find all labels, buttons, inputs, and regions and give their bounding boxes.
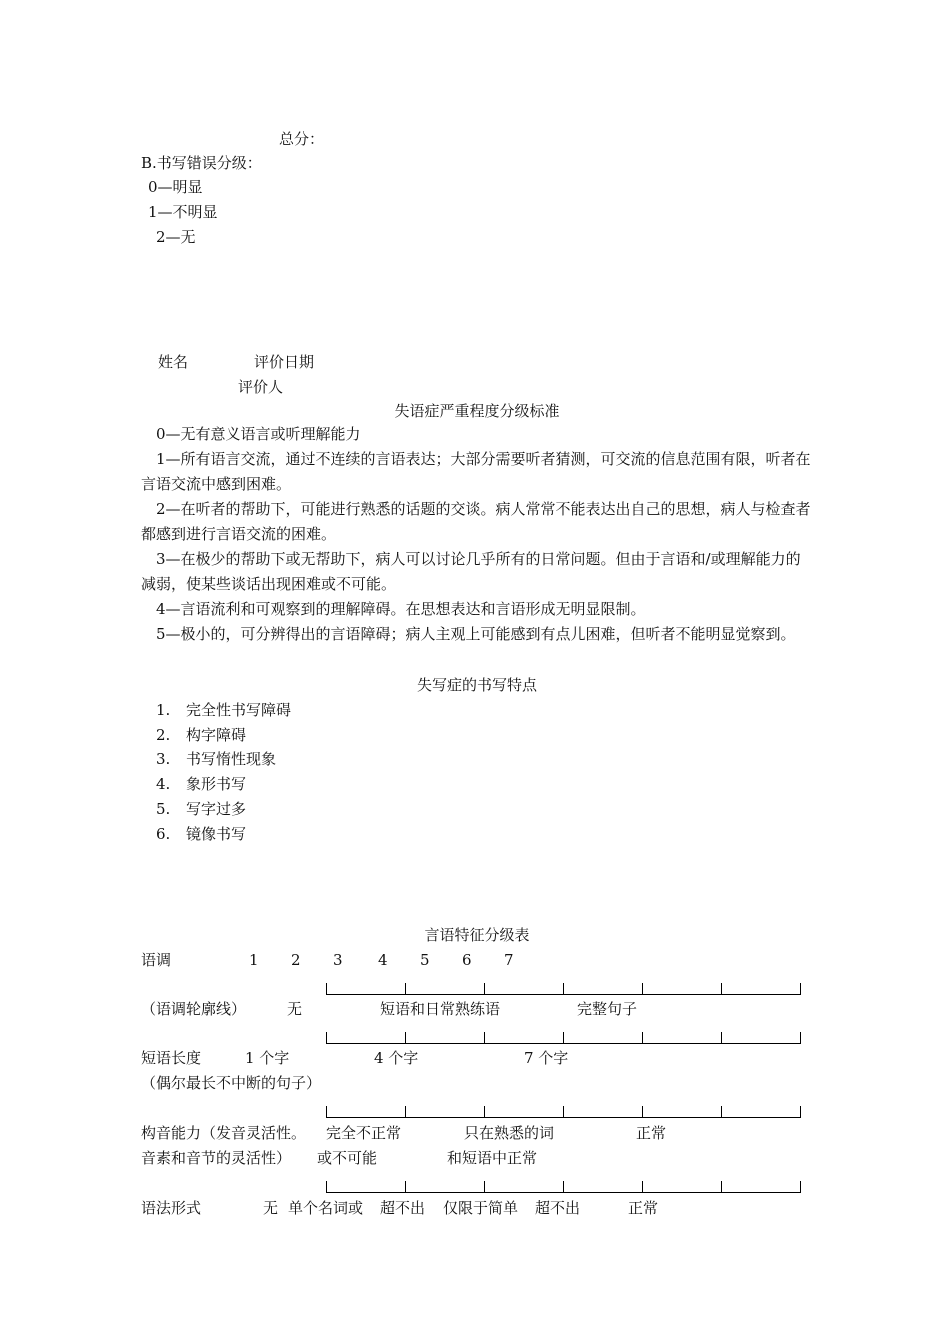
scale-number: 1 xyxy=(249,951,259,969)
writing-error-level-2: 2—无 xyxy=(156,228,196,246)
scale-number: 6 xyxy=(462,951,472,969)
articulation-label: 构音能力（发音灵活性。 xyxy=(141,1124,307,1142)
phrase-length-1: 1 个字 xyxy=(245,1049,290,1067)
articulation-phrase: 和短语中正常 xyxy=(447,1149,538,1167)
list-item-number: 2. xyxy=(156,726,171,744)
scale-number: 4 xyxy=(378,951,388,969)
intonation-full: 完整句子 xyxy=(577,1000,638,1018)
grammar-simple: 仅限于简单 xyxy=(443,1199,519,1217)
phrase-length-label: 短语长度 xyxy=(141,1049,202,1067)
writing-error-level-0: 0—明显 xyxy=(148,178,203,196)
rating-scale-line xyxy=(326,1032,801,1044)
grammar-normal: 正常 xyxy=(628,1199,659,1217)
grammar-label: 语法形式 xyxy=(141,1199,202,1217)
articulation-impossible: 或不可能 xyxy=(317,1149,378,1167)
aphasia-level-2: 2—在听者的帮助下，可能进行熟悉的话题的交谈。病人常常不能表达出自己的思想，病人与检查者都感到进行言语交流的困难。 xyxy=(141,500,811,543)
list-item-number: 6. xyxy=(156,825,171,843)
aphasia-level-3: 3—在极少的帮助下或无帮助下，病人可以讨论几乎所有的日常问题。但由于言语和/或理解能力的减弱，使某些谈话出现困难或不可能。 xyxy=(141,550,801,593)
writing-error-level-1: 1—不明显 xyxy=(148,203,218,221)
total-score-label: 总分： xyxy=(279,130,325,148)
eval-date-label: 评价日期 xyxy=(254,353,315,371)
grammar-not-exceed-2: 超不出 xyxy=(535,1199,581,1217)
aphasia-level-5: 5—极小的，可分辨得出的言语障碍；病人主观上可能感到有点儿困难，但听者不能明显觉察到。 xyxy=(156,625,796,643)
phrase-length-7: 7 个字 xyxy=(524,1049,569,1067)
articulation-label-2: 音素和音节的灵活性） xyxy=(141,1149,292,1167)
aphasia-title: 失语症严重程度分级标准 xyxy=(394,402,560,420)
articulation-familiar: 只在熟悉的词 xyxy=(464,1124,555,1142)
speech-title: 言语特征分级表 xyxy=(424,926,530,944)
list-item-number: 1. xyxy=(156,701,171,719)
rating-scale-line xyxy=(326,1181,801,1193)
articulation-normal: 正常 xyxy=(636,1124,667,1142)
phrase-length-sub-label: （偶尔最长不中断的句子） xyxy=(141,1074,322,1092)
scale-number: 5 xyxy=(420,951,430,969)
intonation-mid: 短语和日常熟练语 xyxy=(380,1000,501,1018)
list-item: 镜像书写 xyxy=(186,825,247,843)
grammar-single: 单个名词或 xyxy=(288,1199,364,1217)
list-item-number: 5. xyxy=(156,800,171,818)
rating-scale-line xyxy=(326,1106,801,1118)
phrase-length-4: 4 个字 xyxy=(374,1049,419,1067)
grammar-none: 无 xyxy=(263,1199,279,1217)
list-item-number: 4. xyxy=(156,775,171,793)
list-item-number: 3. xyxy=(156,750,171,768)
scale-number: 7 xyxy=(504,951,514,969)
list-item: 写字过多 xyxy=(186,800,247,818)
list-item: 完全性书写障碍 xyxy=(186,701,292,719)
intonation-none: 无 xyxy=(287,1000,303,1018)
articulation-abnormal: 完全不正常 xyxy=(326,1124,402,1142)
rating-scale-line xyxy=(326,983,801,995)
agraphia-title: 失写症的书写特点 xyxy=(416,676,537,694)
aphasia-level-1: 1—所有语言交流，通过不连续的言语表达；大部分需要听者猜测，可交流的信息范围有限，听者在言语交流中感到困难。 xyxy=(141,450,811,493)
name-label: 姓名 xyxy=(158,353,189,371)
evaluator-label: 评价人 xyxy=(238,378,284,396)
list-item: 书写惰性现象 xyxy=(186,750,277,768)
aphasia-level-4: 4—言语流利和可观察到的理解障碍。在思想表达和言语形成无明显限制。 xyxy=(156,600,646,618)
writing-error-title: B.书写错误分级： xyxy=(141,154,262,172)
grammar-not-exceed: 超不出 xyxy=(380,1199,426,1217)
intonation-label: 语调 xyxy=(141,951,172,969)
scale-number: 2 xyxy=(291,951,301,969)
list-item: 构字障碍 xyxy=(186,726,247,744)
aphasia-level-0: 0—无有意义语言或听理解能力 xyxy=(156,425,361,443)
intonation-sub-label: （语调轮廓线） xyxy=(141,1000,247,1018)
list-item: 象形书写 xyxy=(186,775,247,793)
scale-number: 3 xyxy=(333,951,343,969)
